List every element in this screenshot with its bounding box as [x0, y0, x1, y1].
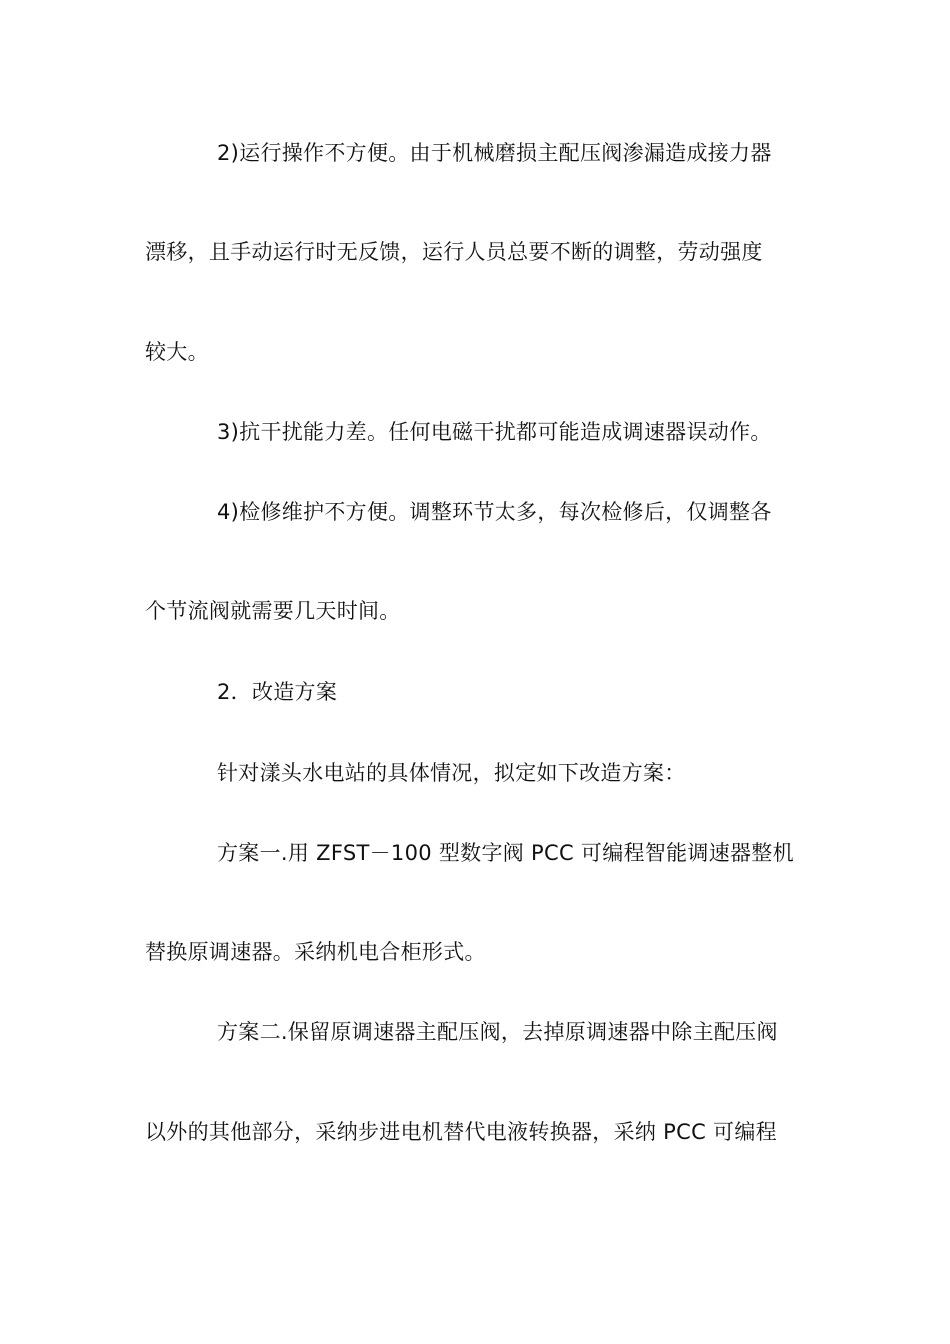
- paragraph-line: 个节流阀就需要几天时间。: [145, 599, 401, 623]
- paragraph-line: 方案一.用 ZFST－100 型数字阀 PCC 可编程智能调速器整机: [217, 841, 794, 865]
- paragraph-line: 较大。: [145, 340, 209, 364]
- paragraph-line: 2)运行操作不方便。由于机械磨损主配压阀渗漏造成接力器: [217, 141, 772, 165]
- paragraph-line: 以外的其他部分，采纳步进电机替代电液转换器，采纳 PCC 可编程: [145, 1120, 777, 1144]
- paragraph-line: 针对漾头水电站的具体情况，拟定如下改造方案：: [217, 761, 686, 785]
- paragraph-line: 3)抗干扰能力差。任何电磁干扰都可能造成调速器误动作。: [217, 420, 772, 444]
- paragraph-line: 4)检修维护不方便。调整环节太多，每次检修后，仅调整各: [217, 500, 772, 524]
- section-heading: 2．改造方案: [217, 680, 338, 704]
- paragraph-line: 方案二.保留原调速器主配压阀，去掉原调速器中除主配压阀: [217, 1020, 778, 1044]
- paragraph-line: 替换原调速器。采纳机电合柜形式。: [145, 940, 486, 964]
- paragraph-line: 漂移，且手动运行时无反馈，运行人员总要不断的调整，劳动强度: [145, 240, 763, 264]
